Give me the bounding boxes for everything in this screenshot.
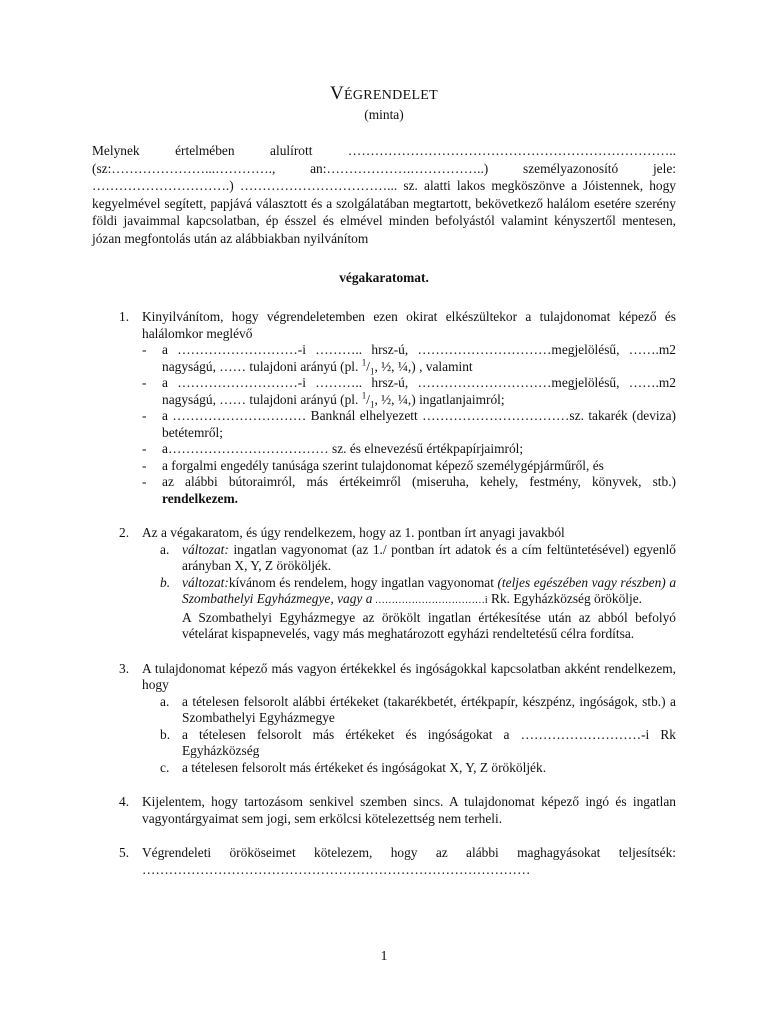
list-item-3 xyxy=(92,661,676,777)
alpha-item-b: b. változat:kívánom és rendelem, hogy ingatlan vagyonomat (teljes egészében vagy részben) a Szombathelyi Egyházmegye, vagy a ……………………………i Rk. Egyházközség örökölje. A Szombathelyi Egyházmegye az örökölt ingatlan értékesítése után az abból befolyó vételárat kispapnevelés, vagy más meghatározott egyházi rendeltetésű célra fordítsa. xyxy=(160,574,677,641)
document-subtitle: (minta) xyxy=(364,107,404,122)
item-text: Kinyilvánítom, hogy végrendeletemben ezen okirat elkészültekor a tulajdonomat képező és halálomkor meglévő xyxy=(142,309,676,341)
list-item-2 xyxy=(92,525,676,643)
dash-mark: - xyxy=(142,375,147,390)
title-initial: V xyxy=(329,83,345,104)
alpha-mark: a. xyxy=(160,541,170,557)
dash-mark: - xyxy=(142,474,147,489)
list-item-5 xyxy=(92,845,676,878)
dash-text: a ………………………-i ……….. hrsz-ú, …………………………megjelölésű, …….m2 nagyságú, …… tulajdoni arányú (pl. $^1/_1$, ½, ¼,) ingatlanjaimról; xyxy=(162,375,676,410)
item-number: 2. xyxy=(119,525,130,540)
item-number: 5. xyxy=(119,845,130,860)
document-page xyxy=(92,84,676,896)
item-text: A tulajdonomat képező más vagyon értékekkel és ingóságokkal kapcsolatban akként rendelkezem, hogy xyxy=(142,660,676,692)
item-text: Kijelentem, hogy tartozásom senkivel szemben sincs. A tulajdonomat képező ingó és ingatlan vagyontárgyaimat sem jogi, sem erkölcsi kötelezettség nem terheli. xyxy=(142,794,676,826)
dash-mark: - xyxy=(142,408,147,423)
dash-list xyxy=(142,342,676,507)
alpha-mark: c. xyxy=(160,759,170,775)
dash-mark: - xyxy=(142,457,147,473)
alpha-mark: b. xyxy=(160,574,171,590)
document-title xyxy=(92,84,676,106)
dash-mark: - xyxy=(142,441,147,456)
alpha-list xyxy=(142,694,676,777)
dash-text: a……………………………… sz. és elnevezésű értékpapírjaimról; xyxy=(162,441,524,456)
dash-item xyxy=(142,458,676,475)
alpha-item-a: a. változat: ingatlan vagyonomat (az 1./ pontban írt adatok és a cím feltüntetésével) egyenlő arányban X, Y, Z örököljék. xyxy=(160,541,676,573)
item-number: 4. xyxy=(119,794,130,809)
alpha-item-b-note: A Szombathelyi Egyházmegye az örökölt ingatlan értékesítése után az abból befolyó vételárat kispapnevelés, vagy más meghatározott egyházi rendeltetésű célra fordítsa. xyxy=(182,609,676,641)
item-number: 1. xyxy=(119,309,130,324)
alpha-item-a: a. a tételesen felsorolt alábbi értékeket (takarékbetét, értékpapír, készpénz, ingóságok, stb.) a Szombathelyi Egyházmegye xyxy=(160,693,676,725)
dash-text: a ………………………… Banknál elhelyezett ……………………………sz. takarék (deviza) betétemről; xyxy=(162,408,676,440)
alpha-list xyxy=(142,542,676,643)
item-number: 3. xyxy=(119,660,130,676)
dash-text: az alábbi bútoraimról, más értékeimről (miseruha, kehely, festmény, könyvek, stb.) rendelkezem. xyxy=(162,474,676,506)
title-rest: ÉGRENDELET xyxy=(344,88,438,103)
dash-item xyxy=(142,441,676,458)
dash-item xyxy=(142,408,676,441)
dash-item xyxy=(142,342,676,375)
intro-paragraph: Melynek értelmében alulírott ……………………………………………………………….. (sz:…………………...…………., an:……………….……………..) személyazonosító jele: ………………………….) ……………………………... sz. alatti lakos megköszönve a Jóistennek, hogy kegyelmével segített, papjává választott és a szolgálatában megtartott, bekövetkező halálom esetére szerény földi javaimmal kapcsolatban, ép ésszel és elmével minden befolyástól valamint kényszertől mentesen, józan megfontolás után az alábbiakban nyilvánítom xyxy=(92,143,676,246)
item-text: Végrendeleti örököseimet kötelezem, hogy az alábbi maghagyásokat teljesítsék: …………………………………………………………………………… xyxy=(142,845,676,877)
main-list xyxy=(92,309,676,878)
dash-text: a ………………………-i ……….. hrsz-ú, …………………………megjelölésű, …….m2 nagyságú, …… tulajdoni arányú (pl. $^1/_1$, ½, ¼,) , valamint xyxy=(162,342,676,377)
alpha-mark: b. xyxy=(160,726,171,742)
list-item-1 xyxy=(92,309,676,507)
alpha-item-c: c. a tételesen felsorolt más értékeket és ingóságokat X, Y, Z örököljék. xyxy=(160,759,547,775)
dash-item xyxy=(142,474,676,507)
dash-mark: - xyxy=(142,342,147,357)
page-number: 1 xyxy=(380,949,388,964)
section-heading: végakaratomat. xyxy=(339,270,429,285)
alpha-mark: a. xyxy=(160,693,170,709)
dash-item xyxy=(142,375,676,408)
dash-text: a forgalmi engedély tanúsága szerint tulajdonomat képező személygépjárműről, és xyxy=(162,457,604,473)
list-item-4 xyxy=(92,794,676,827)
item-text: Az a végakaratom, és úgy rendelkezem, hogy az 1. pontban írt anyagi javakból xyxy=(142,525,565,540)
alpha-item-b: b. a tételesen felsorolt más értékeket és ingóságokat a ………………………-i Rk Egyházközség xyxy=(160,726,676,758)
